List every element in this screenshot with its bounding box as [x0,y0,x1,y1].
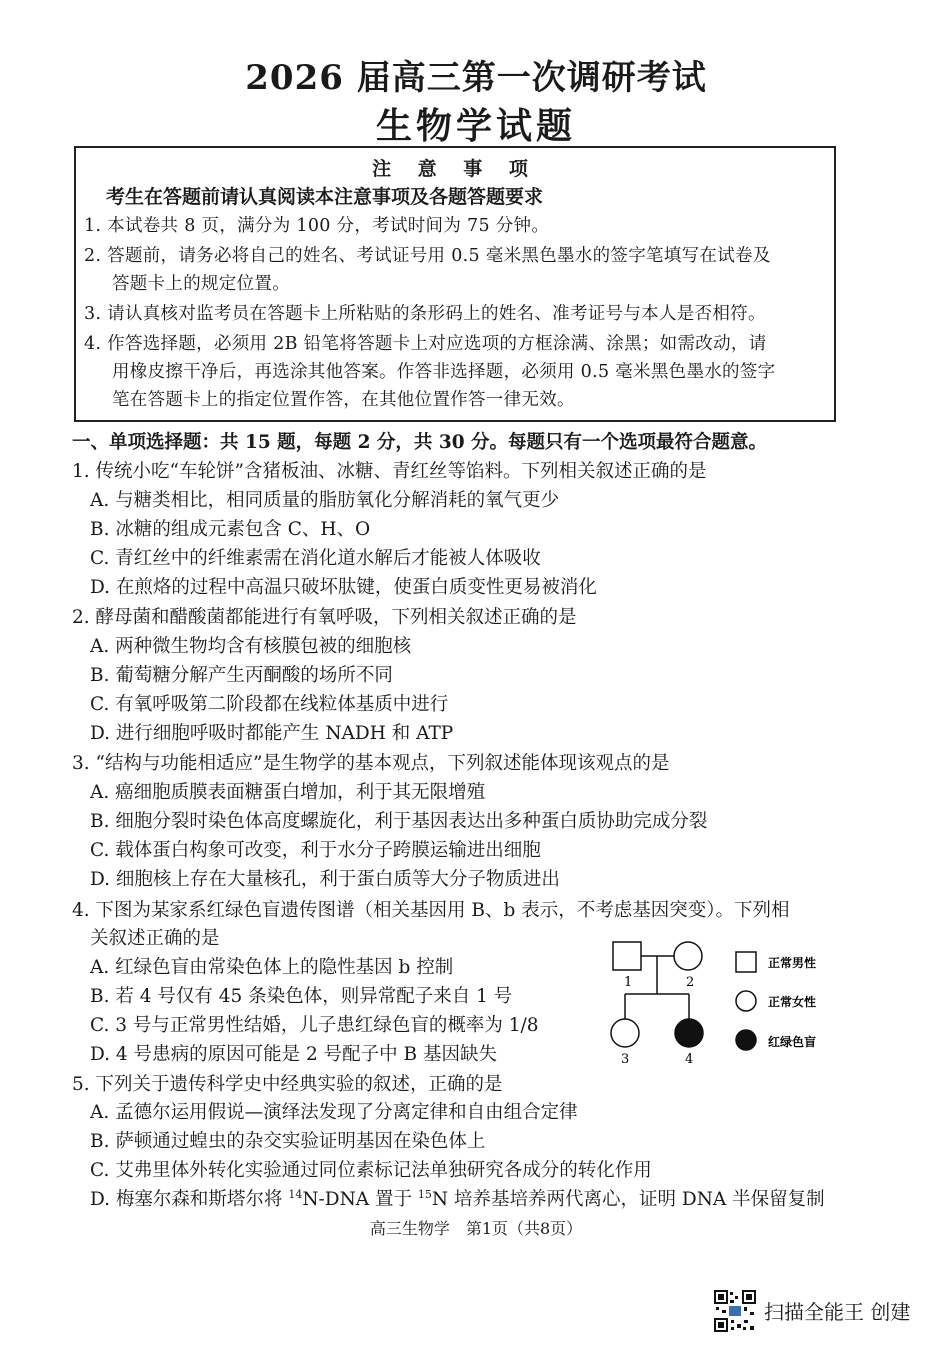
notice-item: 笔在答题卡上的指定位置作答，在其他位置作答一律无效。 [112,390,575,410]
option: A. 红绿色盲由常染色体上的隐性基因 b 控制 [90,957,454,978]
option: B. 冰糖的组成元素包含 C、H、O [90,519,371,540]
option: A. 癌细胞质膜表面糖蛋白增加，利于其无限增殖 [90,782,486,803]
notice-item: 2. 答题前，请务必将自己的姓名、考试证号用 0.5 毫米黑色墨水的签字笔填写在试卷及 [84,246,771,266]
option-text: N 培养基培养两代离心，证明 DNA 半保留复制 [431,1189,825,1210]
option: A. 两种微生物均含有核膜包被的细胞核 [90,636,412,657]
option: D. 细胞核上存在大量核孔，利于蛋白质等大分子物质进出 [90,869,560,890]
legend-label: 红绿色盲 [768,1035,817,1049]
question-stem: 5. 下列关于遗传科学史中经典实验的叙述，正确的是 [72,1074,503,1095]
option: A. 孟德尔运用假说—演绎法发现了分离定律和自由组合定律 [90,1102,578,1123]
notice-item: 用橡皮擦干净后，再选涂其他答案。作答非选择题，必须用 0.5 毫米黑色墨水的签字 [112,362,776,382]
legend-label: 正常男性 [768,956,817,970]
notice-heading: 注 意 事 项 [372,158,538,180]
option: C. 艾弗里体外转化实验通过同位素标记法单独研究各成分的转化作用 [90,1160,652,1181]
section-title: 一、单项选择题：共 15 题，每题 2 分，共 30 分。每题只有一个选项最符合题意。 [72,432,768,453]
subject-title: 生物学试题 [375,105,576,147]
option-text: D. 梅塞尔森和斯塔尔将 [90,1189,289,1210]
page-footer: 高三生物学 第1页（共8页） [369,1219,583,1238]
male-normal-1 [613,942,641,970]
qr-code-icon [714,1290,756,1332]
legend-male-icon [736,952,756,972]
question-stem-cont: 关叙述正确的是 [90,928,220,949]
option: B. 若 4 号仅有 45 条染色体，则异常配子来自 1 号 [90,986,513,1007]
option: C. 青红丝中的纤维素需在消化道水解后才能被人体吸收 [90,548,541,569]
option: C. 有氧呼吸第二阶段都在线粒体基质中进行 [90,694,449,715]
option: C. 载体蛋白构象可改变，利于水分子跨膜运输进出细胞 [90,840,541,861]
scanner-watermark: 扫描全能王 创建 [764,1300,911,1324]
question-stem: 2. 酵母菌和醋酸菌都能进行有氧呼吸，下列相关叙述正确的是 [72,607,577,628]
option: D. 在煎烙的过程中高温只破坏肽键，使蛋白质变性更易被消化 [90,577,597,598]
notice-box [74,146,836,422]
pedigree-diagram [600,930,850,1070]
legend-label: 正常女性 [768,995,817,1009]
notice-item: 4. 作答选择题，必须用 2B 铅笔将答题卡上对应选项的方框涂满、涂黑；如需改动，请 [84,334,767,354]
female-normal-3 [611,1019,639,1047]
option-text: N-DNA 置于 [302,1189,418,1210]
option: C. 3 号与正常男性结婚，儿子患红绿色盲的概率为 1/8 [90,1015,539,1036]
option: D. 进行细胞呼吸时都能产生 NADH 和 ATP [90,723,454,744]
exam-title: 2026 届高三第一次调研考试 [245,58,707,98]
option: B. 细胞分裂时染色体高度螺旋化，利于基因表达出多种蛋白质协助完成分裂 [90,811,708,832]
option: A. 与糖类相比，相同质量的脂肪氧化分解消耗的氧气更少 [90,490,560,511]
pedigree-label: 1 [624,975,633,990]
notice-item: 3. 请认真核对监考员在答题卡上所粘贴的条形码上的姓名、准考证号与本人是否相符。 [84,304,766,324]
pedigree-label: 2 [686,975,695,990]
question-stem: 1. 传统小吃“车轮饼”含猪板油、冰糖、青红丝等馅料。下列相关叙述正确的是 [72,461,707,482]
notice-item: 答题卡上的规定位置。 [112,274,290,294]
option [90,1185,825,1211]
option: D. 4 号患病的原因可能是 2 号配子中 B 基因缺失 [90,1044,497,1065]
notice-item: 1. 本试卷共 8 页，满分为 100 分，考试时间为 75 分钟。 [84,216,550,236]
option: B. 葡萄糖分解产生丙酮酸的场所不同 [90,665,393,686]
question-stem: 4. 下图为某家系红绿色盲遗传图谱（相关基因用 B、b 表示，不考虑基因突变）。下列相 [72,900,790,921]
option: B. 萨顿通过蝗虫的杂交实验证明基因在染色体上 [90,1131,486,1152]
legend-affected-icon [736,1030,756,1050]
isotope-superscript: 15 [417,1187,432,1201]
question-stem: 3. “结构与功能相适应”是生物学的基本观点，下列叙述能体现该观点的是 [72,753,670,774]
isotope-superscript: 14 [288,1187,303,1201]
legend-female-icon [736,991,756,1011]
notice-subheading: 考生在答题前请认真阅读本注意事项及各题答题要求 [106,186,544,208]
pedigree-label: 4 [685,1052,694,1067]
female-affected-4 [675,1019,703,1047]
female-normal-2 [674,942,702,970]
pedigree-label: 3 [621,1052,630,1067]
